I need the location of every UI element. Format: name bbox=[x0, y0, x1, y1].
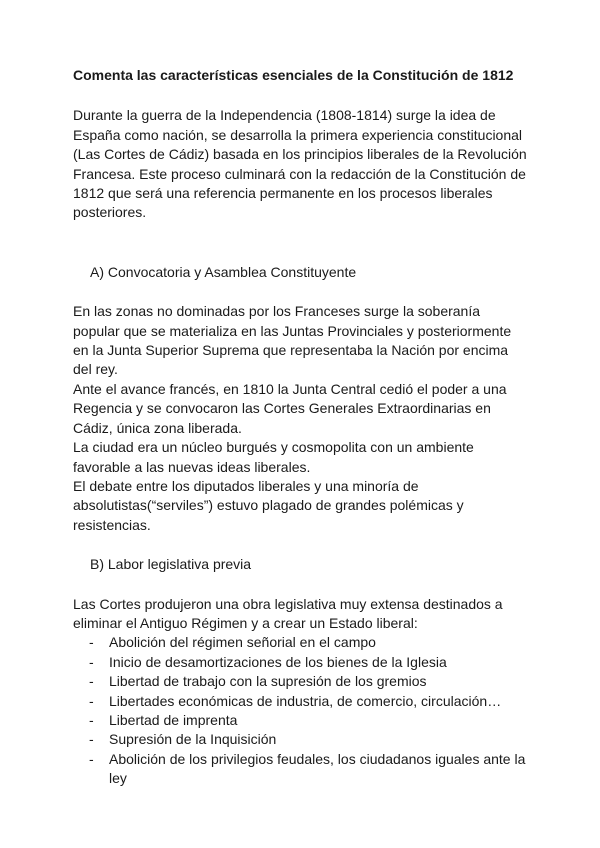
dash-bullet: - bbox=[89, 692, 94, 709]
section-a-paragraph: La ciudad era un núcleo burgués y cosmopolita con un ambiente favorable a las nuevas ideas liberales. bbox=[73, 439, 474, 475]
list-item bbox=[73, 750, 528, 789]
intro-paragraph: Durante la guerra de la Independencia (1808-1814) surge la idea de España como nación, se desarrolla la primera experiencia constitucional (Las Cortes de Cádiz) basada en los principios liberales de la Revolución Francesa. Este proceso culminará con la redacción de la Constitución de 1812 que será una referencia permanente en los procesos liberales posteriores. bbox=[73, 107, 527, 221]
dash-bullet: - bbox=[89, 653, 94, 670]
section-b-body bbox=[73, 595, 528, 789]
list-item bbox=[73, 730, 528, 749]
list-item-text: Libertades económicas de industria, de comercio, circulación… bbox=[109, 692, 502, 709]
list-item-text: Abolición de los privilegios feudales, los ciudadanos iguales ante la ley bbox=[109, 750, 526, 787]
list-item bbox=[73, 672, 528, 691]
section-a-paragraph: En las zonas no dominadas por los Franceses surge la soberanía popular que se materializa en las Juntas Provinciales y posteriormente en la Junta Superior Suprema que representaba la Nación por encima del rey. bbox=[73, 303, 512, 378]
section-a-body bbox=[73, 302, 528, 535]
dash-bullet: - bbox=[89, 634, 94, 651]
section-a-heading: A) Convocatoria y Asamblea Constituyente bbox=[90, 263, 357, 280]
list-item bbox=[73, 711, 528, 730]
list-item-text: Supresión de la Inquisición bbox=[109, 731, 277, 748]
dash-bullet: - bbox=[89, 673, 94, 690]
list-item-text: Abolición del régimen señorial en el campo bbox=[109, 634, 376, 651]
dash-bullet: - bbox=[89, 711, 94, 728]
list-item bbox=[73, 633, 528, 652]
list-item bbox=[73, 692, 528, 711]
list-item-text: Inicio de desamortizaciones de los bienes de la Iglesia bbox=[109, 653, 447, 670]
list-item-text: Libertad de trabajo con la supresión de los gremios bbox=[109, 673, 427, 690]
section-b-heading: B) Labor legislativa previa bbox=[90, 556, 252, 573]
section-a-paragraph: El debate entre los diputados liberales y una minoría de absolutistas(“serviles”) estuvo plagado de grandes polémicas y resistencias. bbox=[73, 477, 464, 533]
list-item bbox=[73, 653, 528, 672]
legislation-list bbox=[73, 633, 528, 788]
document-page bbox=[73, 66, 528, 789]
section-b-intro: Las Cortes produjeron una obra legislativa muy extensa destinados a eliminar el Antiguo Régimen y a crear un Estado liberal: bbox=[73, 595, 503, 631]
document-title: Comenta las características esenciales de la Constitución de 1812 bbox=[73, 67, 514, 83]
section-a-paragraph: Ante el avance francés, en 1810 la Junta Central cedió el poder a una Regencia y se convocaron las Cortes Generales Extraordinarias en Cádiz, única zona liberada. bbox=[73, 380, 507, 436]
list-item-text: Libertad de imprenta bbox=[109, 711, 238, 728]
dash-bullet: - bbox=[89, 750, 94, 767]
dash-bullet: - bbox=[89, 731, 94, 748]
